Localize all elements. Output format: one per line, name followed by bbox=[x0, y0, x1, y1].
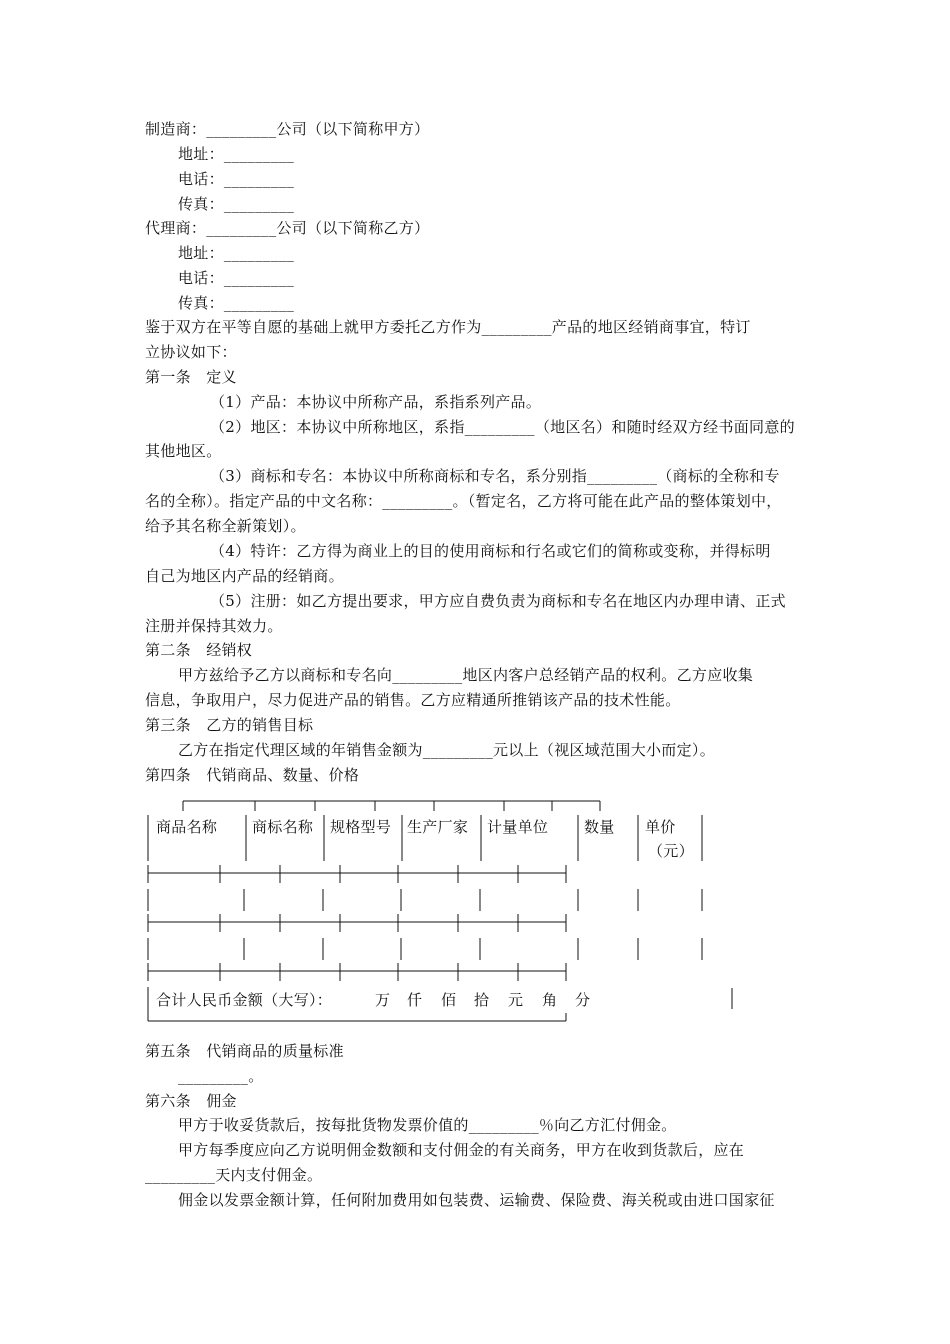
party-b-address: 地址：_________ bbox=[178, 244, 295, 262]
article-6-para-2-line-2: _________天内支付佣金。 bbox=[145, 1166, 323, 1184]
article-1-item-1: （1）产品：本协议中所称产品，系指系列产品。 bbox=[210, 393, 542, 411]
article-1-item-5-line-2: 注册并保持其效力。 bbox=[145, 617, 283, 635]
article-1-item-3-line-1: （3）商标和专名：本协议中所称商标和专名，系分别指_________（商标的全称和专 bbox=[210, 467, 780, 485]
table-header-manufacturer: 生产厂家 bbox=[407, 818, 469, 836]
article-3-body: 乙方在指定代理区域的年销售金额为_________元以上（视区域范围大小而定）。 bbox=[178, 741, 716, 759]
table-header-unit-price: 单价 bbox=[645, 818, 676, 836]
article-1-item-2-line-1: （2）地区：本协议中所称地区，系指_________（地区名）和随时经双方经书面同意的 bbox=[210, 418, 795, 436]
table-total-unit-qian: 仟 bbox=[407, 991, 423, 1009]
article-6-para-2-line-1: 甲方每季度应向乙方说明佣金数额和支付佣金的有关商务，甲方在收到货款后，应在 bbox=[178, 1141, 745, 1159]
table-header-product-name: 商品名称 bbox=[156, 818, 218, 836]
article-2-title: 第二条 经销权 bbox=[145, 641, 253, 659]
table-total-unit-wan: 万 bbox=[375, 991, 391, 1009]
article-6-title: 第六条 佣金 bbox=[145, 1092, 237, 1110]
article-6-para-3: 佣金以发票金额计算，任何附加费用如包装费、运输费、保险费、海关税或由进口国家征 bbox=[178, 1191, 775, 1209]
article-2-body-line-1: 甲方兹给予乙方以商标和专名向_________地区内客户总经销产品的权利。乙方应收集 bbox=[178, 666, 754, 684]
table-header-yuan: （元） bbox=[648, 842, 694, 860]
table-total-unit-fen: 分 bbox=[575, 991, 591, 1009]
table-total-unit-shi: 拾 bbox=[474, 991, 490, 1009]
party-a-address: 地址：_________ bbox=[178, 145, 295, 163]
party-b-line: 代理商：_________公司（以下简称乙方） bbox=[145, 219, 430, 237]
article-1-item-5-line-1: （5）注册：如乙方提出要求，甲方应自费负责为商标和专名在地区内办理申请、正式 bbox=[210, 592, 786, 610]
preamble-line-1: 鉴于双方在平等自愿的基础上就甲方委托乙方作为_________产品的地区经销商事宜，特订 bbox=[145, 318, 751, 336]
article-1-item-3-line-3: 给予其名称全新策划）。 bbox=[145, 517, 306, 535]
article-1-title: 第一条 定义 bbox=[145, 368, 237, 386]
party-a-line: 制造商：_________公司（以下简称甲方） bbox=[145, 120, 430, 138]
article-4-title: 第四条 代销商品、数量、价格 bbox=[145, 766, 360, 784]
party-a-phone: 电话：_________ bbox=[178, 170, 295, 188]
article-1-item-3-line-2: 名的全称）。指定产品的中文名称：_________。（暂定名，乙方将可能在此产品的整体策划中， bbox=[145, 492, 782, 510]
article-1-item-4-line-1: （4）特许：乙方得为商业上的目的使用商标和行名或它们的简称或变称，并得标明 bbox=[210, 542, 771, 560]
table-header-brand-name: 商标名称 bbox=[252, 818, 314, 836]
table-header-quantity: 数量 bbox=[584, 818, 615, 836]
party-a-fax: 传真：_________ bbox=[178, 195, 295, 213]
table-header-spec: 规格型号 bbox=[330, 818, 392, 836]
article-2-body-line-2: 信息，争取用户，尽力促进产品的销售。乙方应精通所推销该产品的技术性能。 bbox=[145, 691, 681, 709]
article-1-item-4-line-2: 自己为地区内产品的经销商。 bbox=[145, 567, 344, 585]
table-total-unit-yuan: 元 bbox=[508, 991, 524, 1009]
table-header-unit: 计量单位 bbox=[487, 818, 549, 836]
table-total-label: 合计人民币金额（大写）： bbox=[156, 991, 333, 1009]
article-1-item-2-line-2: 其他地区。 bbox=[145, 442, 222, 460]
preamble-line-2: 立协议如下： bbox=[145, 343, 237, 361]
article-3-title: 第三条 乙方的销售目标 bbox=[145, 716, 314, 734]
article-5-title: 第五条 代销商品的质量标准 bbox=[145, 1042, 344, 1060]
table-total-unit-jiao: 角 bbox=[542, 991, 558, 1009]
article-5-body: _________。 bbox=[178, 1067, 264, 1085]
article-6-para-1: 甲方于收妥货款后，按每批货物发票价值的_________％向乙方汇付佣金。 bbox=[178, 1116, 677, 1134]
party-b-phone: 电话：_________ bbox=[178, 269, 295, 287]
table-total-unit-bai: 佰 bbox=[441, 991, 457, 1009]
party-b-fax: 传真：_________ bbox=[178, 294, 295, 312]
